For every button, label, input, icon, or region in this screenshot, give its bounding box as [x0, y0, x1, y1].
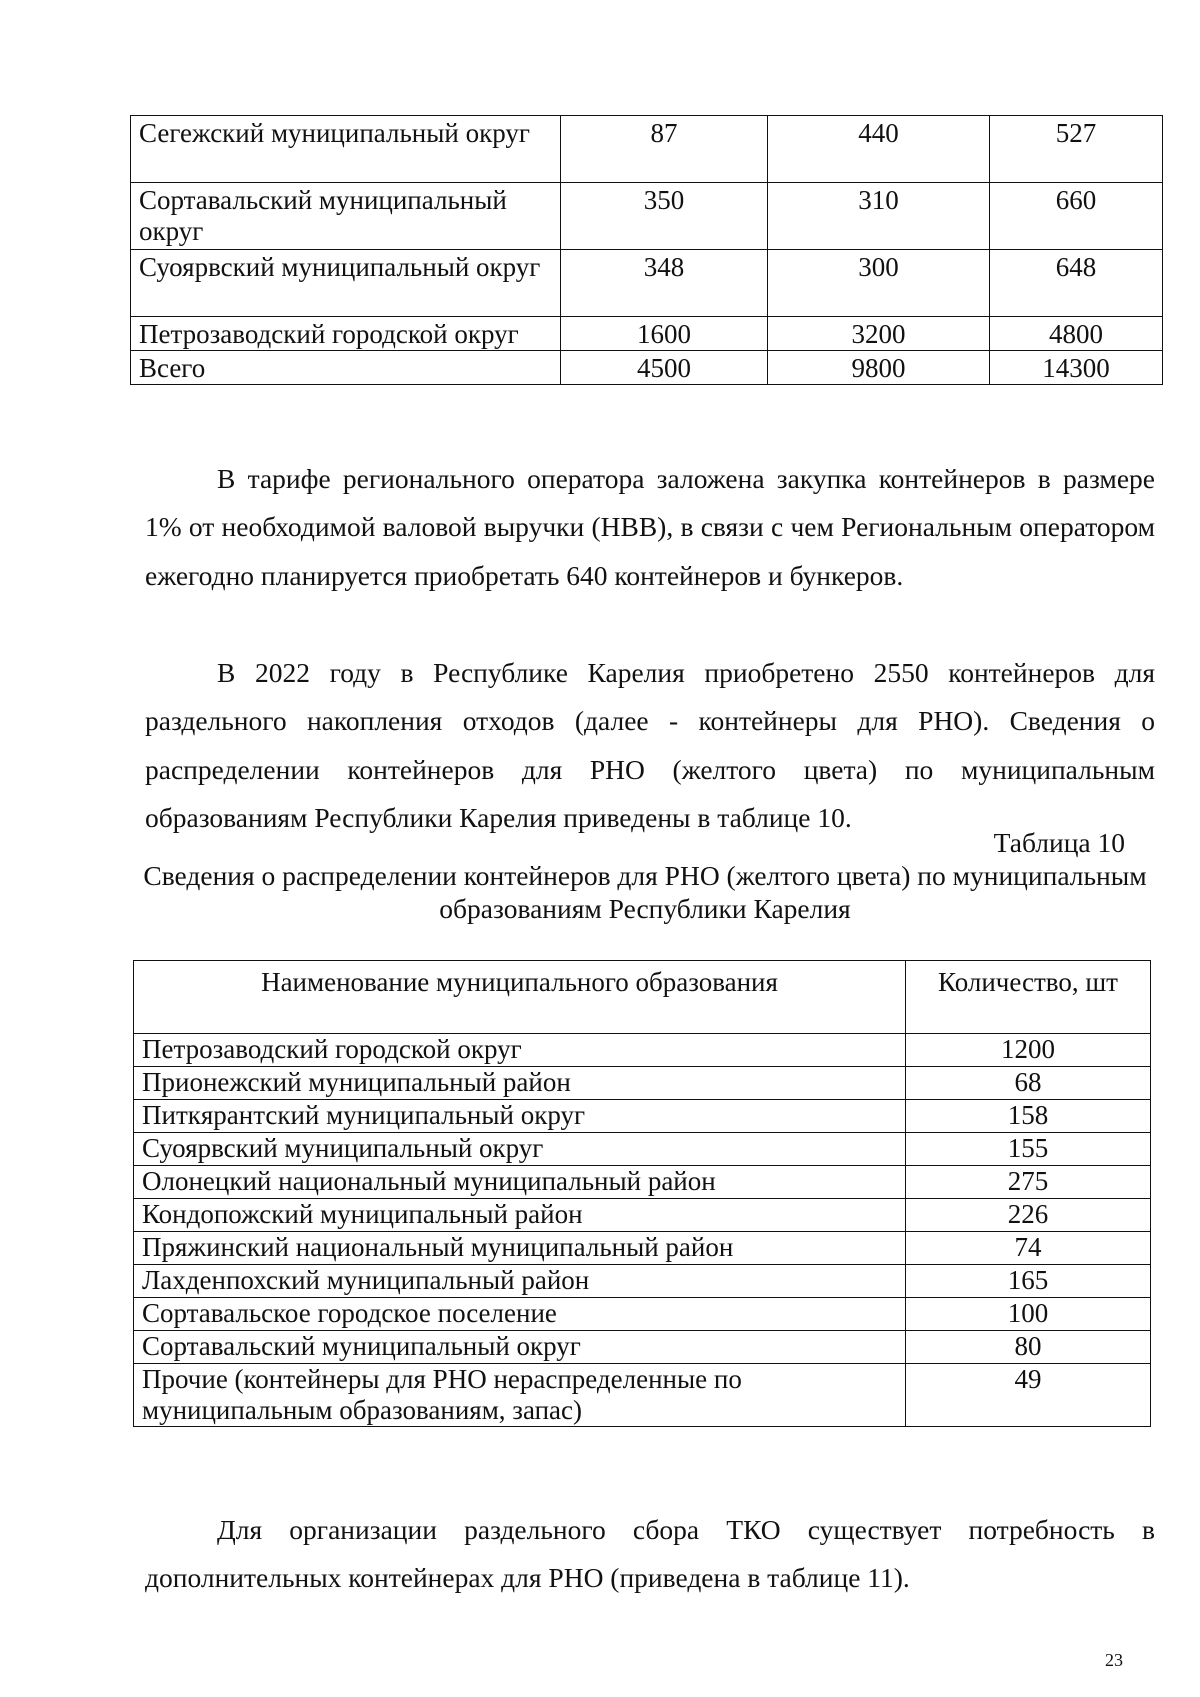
value-cell: 3200: [768, 317, 990, 351]
table-row: [134, 1034, 1151, 1067]
municipality-cell: Сегежский муниципальный округ: [131, 116, 561, 183]
paragraph-demand: [145, 1506, 1155, 1603]
municipality-cell: Петрозаводский городской округ: [134, 1034, 906, 1067]
value-cell: 300: [768, 250, 990, 317]
table-row: [134, 1331, 1151, 1364]
total-cell: 4800: [990, 317, 1163, 351]
municipality-cell: Прионежский муниципальный район: [134, 1067, 906, 1100]
summary-table-top: [130, 115, 1163, 385]
header-quantity: Количество, шт: [906, 961, 1151, 1034]
municipality-cell: Кондопожский муниципальный район: [134, 1199, 906, 1232]
municipality-cell: Сортавальский муниципальный округ: [134, 1331, 906, 1364]
value-cell: 87: [561, 116, 768, 183]
table-row: [131, 116, 1163, 183]
value-cell: 350: [561, 183, 768, 250]
quantity-cell: 158: [906, 1100, 1151, 1133]
table-row: [134, 1133, 1151, 1166]
paragraph-text: Для организации раздельного сбора ТКО существует потребность в дополнительных контейнерах для РНО (приведена в таблице 11).: [145, 1513, 1155, 1593]
total-cell: 14300: [990, 351, 1163, 385]
table-row: [131, 250, 1163, 317]
paragraph-tariff: [145, 455, 1155, 601]
quantity-cell: 275: [906, 1166, 1151, 1199]
table-row: [134, 1298, 1151, 1331]
municipality-cell: Суоярвский муниципальный округ: [131, 250, 561, 317]
table-row: [134, 1166, 1151, 1199]
municipality-cell: Питкярантский муниципальный округ: [134, 1100, 906, 1133]
table-number: Таблица 10: [993, 827, 1125, 858]
municipality-cell: Петрозаводский городской округ: [131, 317, 561, 351]
municipality-cell: Сортавальский муниципальный округ: [131, 183, 561, 250]
value-cell: 1600: [561, 317, 768, 351]
value-cell: 440: [768, 116, 990, 183]
paragraph-text: В 2022 году в Республике Карелия приобретено 2550 контейнеров для раздельного накопления отходов (далее - контейнеры для РНО). Сведения о распределении контейнеров для РНО (желтого цвета) по муниципальным образованиям Республики Карелия приведены в таблице 10.: [145, 656, 1155, 833]
quantity-cell: 74: [906, 1232, 1151, 1265]
quantity-cell: 165: [906, 1265, 1151, 1298]
total-label-cell: Всего: [131, 351, 561, 385]
municipality-cell: Суоярвский муниципальный округ: [134, 1133, 906, 1166]
total-cell: 527: [990, 116, 1163, 183]
value-cell: 4500: [561, 351, 768, 385]
table-row: [134, 1265, 1151, 1298]
table-row: [131, 183, 1163, 250]
municipality-cell: Сортавальское городское поселение: [134, 1298, 906, 1331]
quantity-cell: 100: [906, 1298, 1151, 1331]
quantity-cell: 226: [906, 1199, 1151, 1232]
table-header-row: [134, 961, 1151, 1034]
table-10: [133, 960, 1151, 1427]
value-cell: 310: [768, 183, 990, 250]
municipality-cell: Олонецкий национальный муниципальный район: [134, 1166, 906, 1199]
value-cell: 348: [561, 250, 768, 317]
table-caption: Сведения о распределении контейнеров для РНО (желтого цвета) по муниципальным образованиям Республики Карелия: [143, 860, 1147, 924]
table-row: [134, 1067, 1151, 1100]
municipality-cell: Пряжинский национальный муниципальный район: [134, 1232, 906, 1265]
value-cell: 9800: [768, 351, 990, 385]
total-cell: 660: [990, 183, 1163, 250]
total-cell: 648: [990, 250, 1163, 317]
municipality-cell: Прочие (контейнеры для РНО нераспределенные по муниципальным образованиям, запас): [134, 1364, 906, 1427]
table-row: [134, 1199, 1151, 1232]
quantity-cell: 49: [906, 1364, 1151, 1427]
paragraph-text: В тарифе регионального оператора заложена закупка контейнеров в размере 1% от необходимой валовой выручки (НВВ), в связи с чем Региональным оператором ежегодно планируется приобретать 640 контейнеров и бункеров.: [145, 462, 1155, 591]
municipality-cell: Лахденпохский муниципальный район: [134, 1265, 906, 1298]
quantity-cell: 80: [906, 1331, 1151, 1364]
table-row: [134, 1364, 1151, 1427]
quantity-cell: 155: [906, 1133, 1151, 1166]
quantity-cell: 1200: [906, 1034, 1151, 1067]
header-name: Наименование муниципального образования: [134, 961, 906, 1034]
page-number: 23: [1105, 1650, 1123, 1670]
paragraph-purchase: [145, 649, 1155, 843]
table-row: [134, 1232, 1151, 1265]
table-row: [134, 1100, 1151, 1133]
table-total-row: [131, 351, 1163, 385]
quantity-cell: 68: [906, 1067, 1151, 1100]
table-row: [131, 317, 1163, 351]
